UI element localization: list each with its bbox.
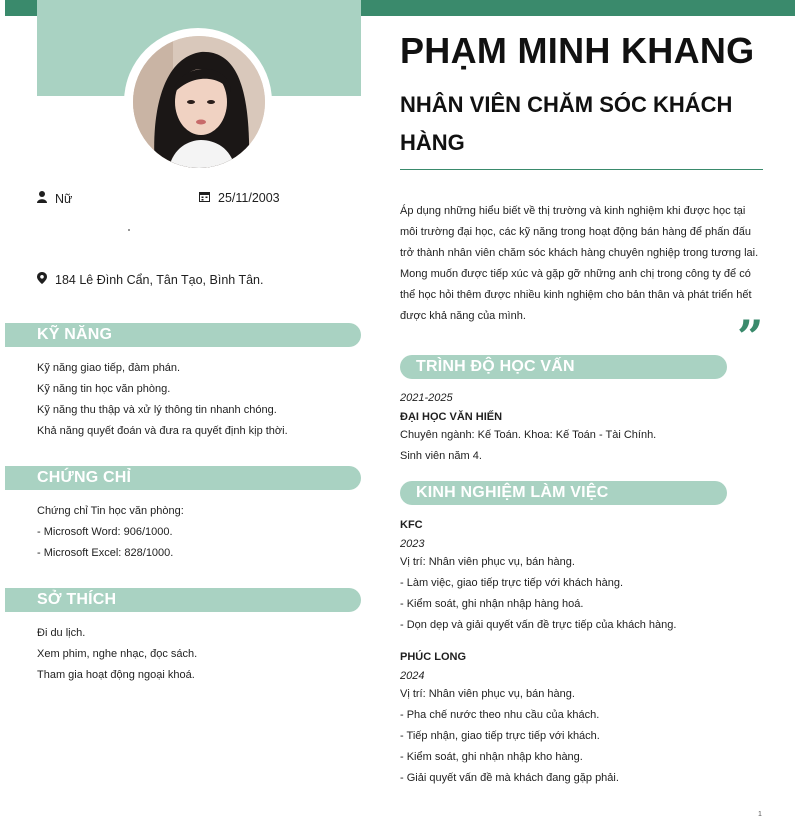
education-block — [400, 388, 656, 467]
job-title: NHÂN VIÊN CHĂM SÓC KHÁCH HÀNG — [400, 92, 733, 155]
divider-dot — [128, 229, 130, 231]
list-item: Xem phim, nghe nhạc, đọc sách. — [37, 648, 198, 660]
skills-list — [37, 358, 288, 442]
experience-job-kfc — [400, 515, 676, 636]
birthday-value: 25/11/2003 — [218, 191, 280, 205]
list-item: - Kiểm soát, ghi nhận nhập hàng hoá. — [400, 598, 584, 610]
education-status: Sinh viên năm 4. — [400, 450, 482, 462]
list-item: - Dọn dẹp và giải quyết vấn đề trực tiếp của khách hàng. — [400, 619, 677, 631]
list-item: Vị trí: Nhân viên phục vụ, bán hàng. — [400, 688, 575, 700]
hobbies-title: SỞ THÍCH — [37, 591, 117, 608]
list-item: Tham gia hoạt động ngoại khoá. — [37, 669, 195, 681]
list-item: - Tiếp nhận, giao tiếp trực tiếp với khách. — [400, 730, 600, 742]
list-item: - Làm việc, giao tiếp trực tiếp với khách hàng. — [400, 577, 624, 589]
avatar — [133, 36, 265, 168]
list-item: - Kiểm soát, ghi nhận nhập kho hàng. — [400, 751, 583, 763]
birthday-row — [199, 191, 280, 205]
job-year: 2024 — [400, 670, 425, 682]
list-item: - Giải quyết vấn đề mà khách đang gặp phải. — [400, 772, 619, 784]
calendar-icon — [199, 191, 210, 205]
experience-job-phuc-long — [400, 647, 619, 789]
certificates-title: CHỨNG CHỈ — [37, 469, 132, 486]
list-item: - Microsoft Word: 906/1000. — [37, 526, 173, 538]
list-item: Chứng chỉ Tin học văn phòng: — [37, 505, 184, 517]
list-item: Kỹ năng tin học văn phòng. — [37, 383, 171, 395]
certificates-list — [37, 501, 184, 564]
education-school: ĐẠI HỌC VĂN HIẾN — [400, 411, 503, 423]
list-item: Kỹ năng thu thập và xử lý thông tin nhanh chóng. — [37, 404, 277, 416]
page-number: 1 — [758, 811, 762, 818]
job-year: 2023 — [400, 538, 425, 550]
title-divider — [400, 169, 763, 170]
job-company: PHÚC LONG — [400, 651, 466, 663]
career-objective: Áp dụng những hiểu biết về thị trường và kinh nghiệm khi được học tại môi trường đại học, các kỹ năng trong hoạt động bán hàng để phấn đấu trở thành nhân viên chăm sóc khách hàng chuyên nghiệp trong tương lai. Mong muốn được tiếp xúc và gặp gỡ những anh chị trong công ty để có thể học hỏi thêm được nhiều kinh nghiệm cho bản thân và phát triển hết được khả năng của mình. — [400, 205, 759, 322]
education-major: Chuyên ngành: Kế Toán. Khoa: Kế Toán - Tài Chính. — [400, 429, 657, 441]
gender-value: Nữ — [55, 191, 73, 206]
address-value: 184 Lê Đình Cẩn, Tân Tạo, Bình Tân. — [55, 272, 264, 287]
location-pin-icon — [37, 272, 47, 287]
hobbies-heading — [5, 588, 361, 612]
list-item: Đi du lịch. — [37, 627, 86, 639]
experience-title: KINH NGHIỆM LÀM VIỆC — [416, 484, 609, 501]
experience-heading — [400, 481, 727, 505]
gender-row — [37, 191, 72, 206]
hobbies-list — [37, 623, 197, 686]
quote-icon: ” — [737, 310, 764, 364]
list-item: - Pha chế nước theo nhu cầu của khách. — [400, 709, 600, 721]
skills-title: KỸ NĂNG — [37, 326, 113, 343]
education-title: TRÌNH ĐỘ HỌC VẤN — [416, 358, 575, 375]
list-item: Vị trí: Nhân viên phục vụ, bán hàng. — [400, 556, 575, 568]
list-item: - Microsoft Excel: 828/1000. — [37, 547, 174, 559]
education-years: 2021-2025 — [400, 392, 453, 404]
person-icon — [37, 191, 47, 206]
list-item: Khả năng quyết đoán và đưa ra quyết định kịp thời. — [37, 425, 288, 437]
certificates-heading — [5, 466, 361, 490]
list-item: Kỹ năng giao tiếp, đàm phán. — [37, 362, 181, 374]
address-row — [37, 272, 263, 287]
skills-heading — [5, 323, 361, 347]
education-heading — [400, 355, 727, 379]
job-company: KFC — [400, 519, 423, 531]
candidate-name: PHẠM MINH KHANG — [400, 30, 755, 71]
